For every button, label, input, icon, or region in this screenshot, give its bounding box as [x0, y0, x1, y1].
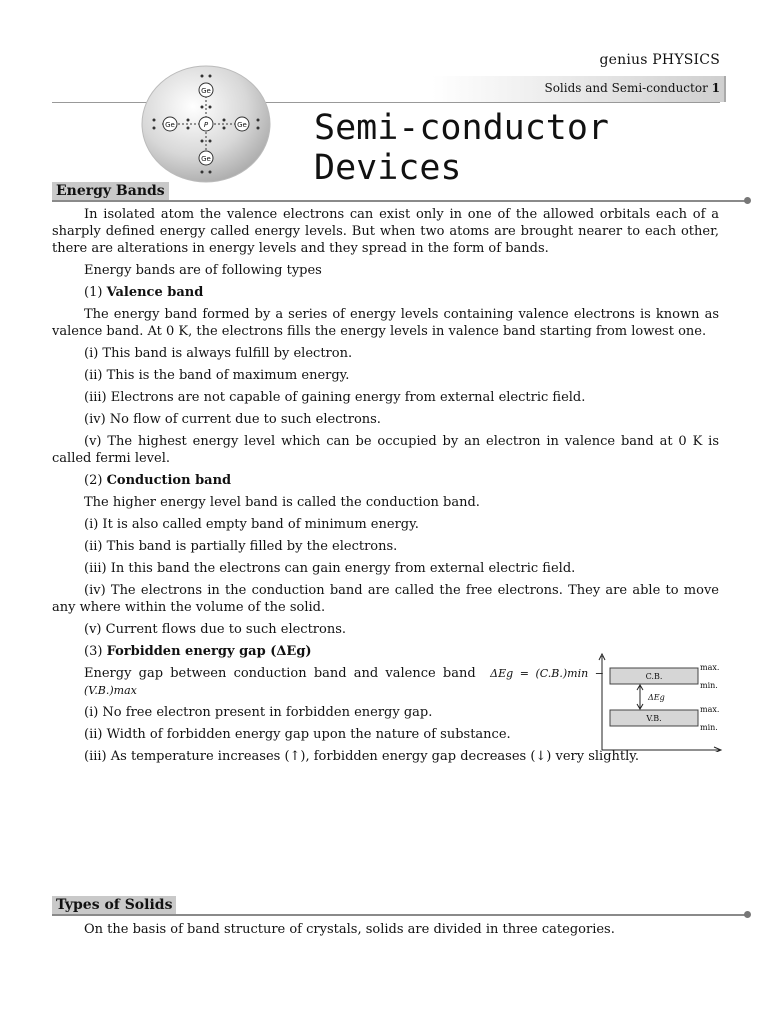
- vb-max-label: max.: [700, 705, 720, 714]
- forbidden-heading: (3) Forbidden energy gap (ΔEg): [84, 644, 312, 659]
- forbidden-point: (iii) As temperature increases (↑), forbidden energy gap decreases (↓) very slightly.: [84, 749, 640, 764]
- valence-heading: (1) Valence band: [84, 285, 204, 300]
- section-rule-dot: [744, 197, 751, 204]
- conduction-description: The higher energy level band is called the conduction band.: [84, 495, 480, 510]
- conduction-point: (i) It is also called empty band of minimum energy.: [84, 517, 419, 532]
- types-of-solids-text: On the basis of band structure of crystals, solids are divided in three categories.: [84, 922, 615, 937]
- cb-label: C.B.: [645, 672, 663, 681]
- logo-atom-bottom: Ge: [201, 155, 211, 163]
- section-heading-energy-bands: [52, 182, 752, 202]
- vb-label: V.B.: [646, 714, 662, 723]
- types-line: Energy bands are of following types: [84, 263, 322, 278]
- types-of-solids-body: [52, 921, 719, 943]
- valence-point: (v) The highest energy level which can be occupied by an electron in valence band at 0 K is called fermi level.: [52, 434, 719, 466]
- vb-min-label: min.: [700, 723, 718, 732]
- valence-point: (iii) Electrons are not capable of gaining energy from external electric field.: [84, 390, 586, 405]
- valence-point: (ii) This is the band of maximum energy.: [84, 368, 350, 383]
- section-label: Types of Solids: [52, 896, 176, 915]
- gap-label: ΔEg: [648, 693, 665, 702]
- logo-atom-center: P: [203, 121, 209, 129]
- cb-min-label: min.: [700, 681, 718, 690]
- valence-point: (i) This band is always fulfill by electron.: [84, 346, 353, 361]
- forbidden-point: (i) No free electron present in forbidden energy gap.: [84, 705, 433, 720]
- conduction-point: (iv) The electrons in the conduction band are called the free electrons. They are able to move any where within the volume of the solid.: [52, 583, 719, 615]
- section-rule: [52, 200, 748, 202]
- intro-paragraph: In isolated atom the valence electrons can exist only in one of the allowed orbitals each of a sharply defined energy called energy levels. But when two atoms are brought nearer to each other, there are alterations in energy levels and they spread in the form of bands.: [52, 207, 719, 256]
- page-title: Semi-conductor Devices: [314, 108, 610, 188]
- atom-lattice-logo: [140, 64, 272, 184]
- section-rule-dot: [744, 911, 751, 918]
- valence-description: The energy band formed by a series of energy levels containing valence electrons is known as valence band. At 0 K, the electrons fills the energy levels in valence band starting from lowest one.: [52, 307, 719, 339]
- section-label: Energy Bands: [52, 182, 169, 201]
- forbidden-point: (ii) Width of forbidden energy gap upon the nature of substance.: [84, 727, 511, 742]
- energy-gap-formula: ΔEg = (C.B.)min − (V.B.)max: [84, 667, 604, 697]
- chapter-label: Solids and Semi-conductor 1: [544, 81, 720, 95]
- brand-name: genius PHYSICS: [599, 52, 720, 68]
- band-gap-diagram: [598, 652, 728, 752]
- logo-atom-left: Ge: [165, 121, 175, 129]
- valence-point: (iv) No flow of current due to such electrons.: [84, 412, 381, 427]
- section-heading-types-of-solids: [52, 896, 752, 916]
- page-number: 1: [711, 81, 720, 95]
- conduction-point: (iii) In this band the electrons can gain energy from external electric field.: [84, 561, 576, 576]
- logo-atom-top: Ge: [201, 87, 211, 95]
- section-rule: [52, 914, 748, 916]
- cb-max-label: max.: [700, 663, 720, 672]
- conduction-heading: (2) Conduction band: [84, 473, 232, 488]
- logo-atom-right: Ge: [237, 121, 247, 129]
- forbidden-description: Energy gap between conduction band and valence band ΔEg = (C.B.)min − (V.B.)max: [84, 666, 604, 697]
- conduction-point: (v) Current flows due to such electrons.: [84, 622, 347, 637]
- conduction-point: (ii) This band is partially filled by the electrons.: [84, 539, 398, 554]
